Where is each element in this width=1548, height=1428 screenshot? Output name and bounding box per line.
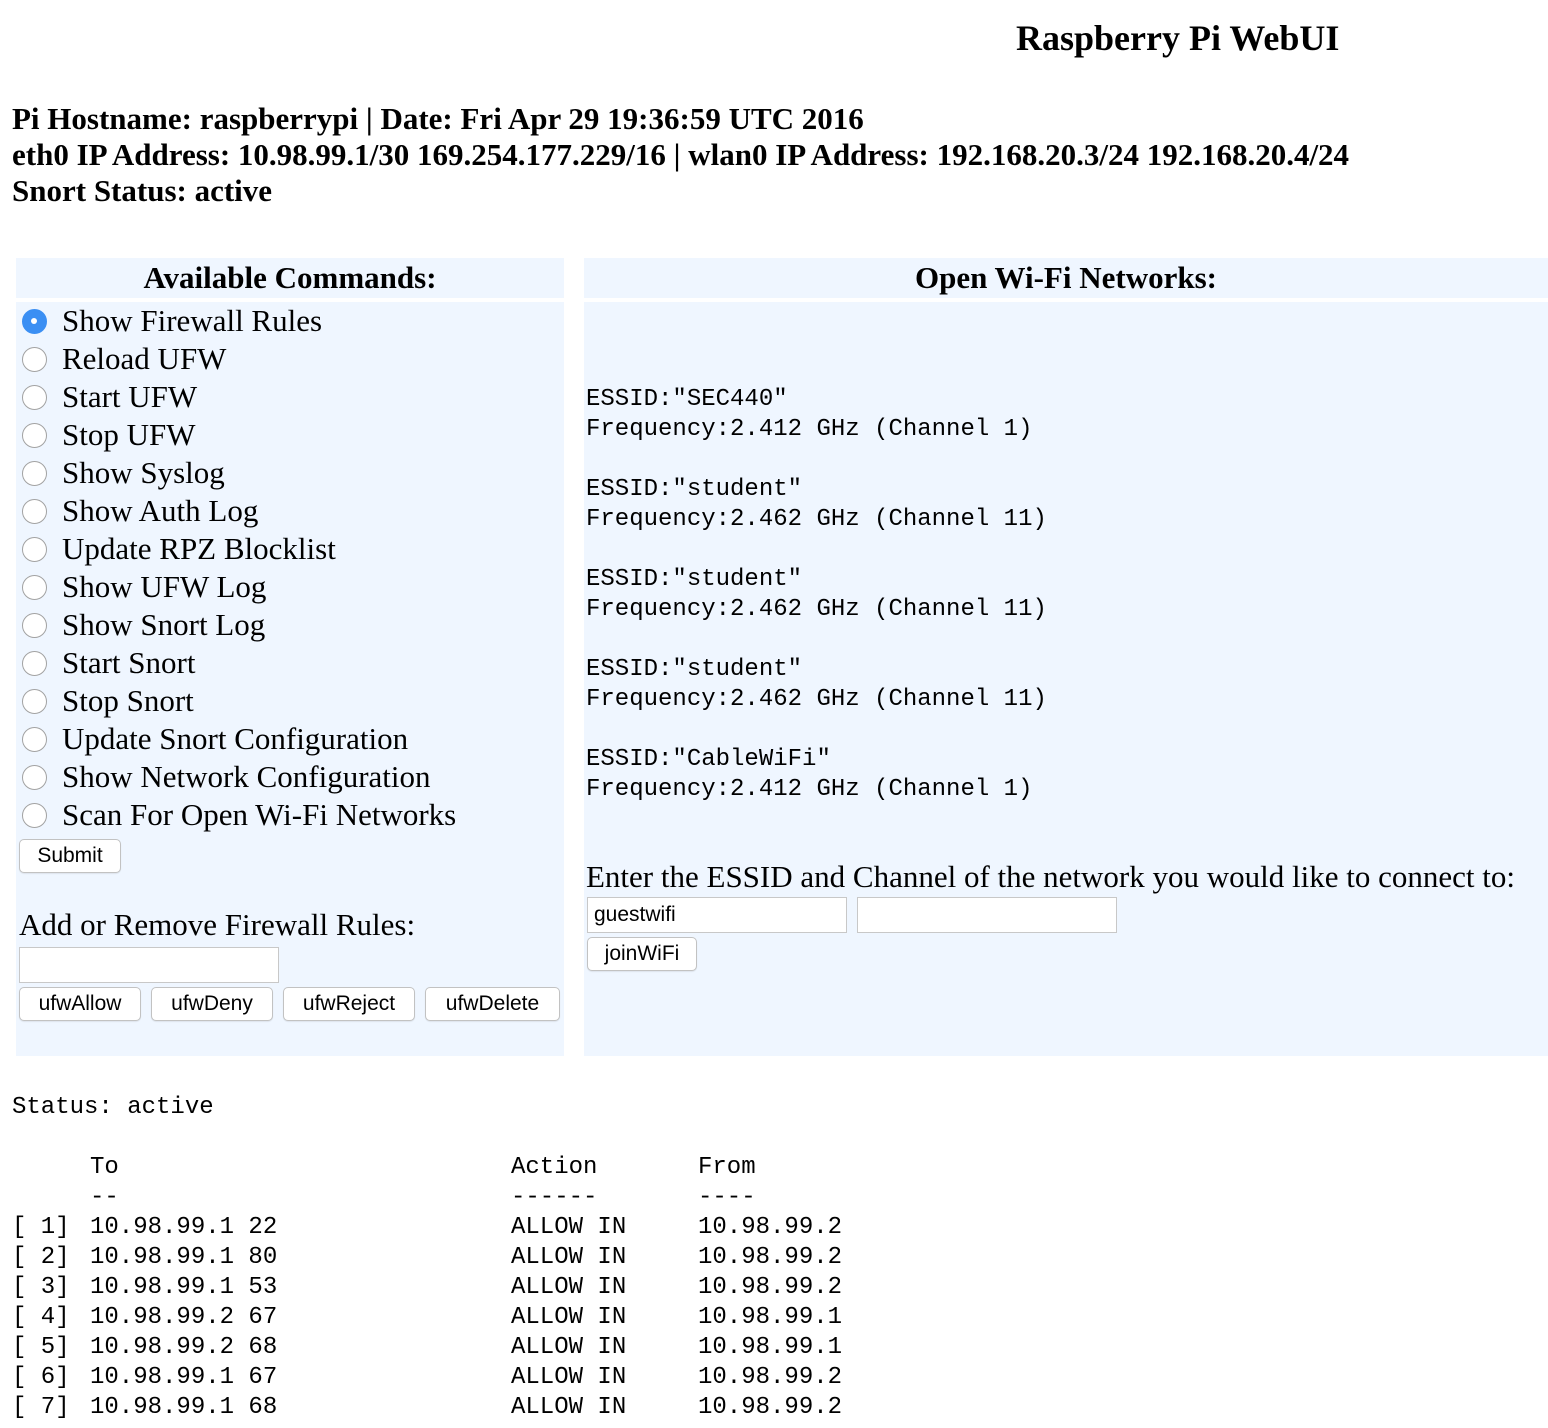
rule-action: ALLOW IN (511, 1364, 627, 1391)
connect-prompt: Enter the ESSID and Channel of the network you would like to connect to: (586, 859, 1515, 894)
wifi-frequency: Frequency:2.462 GHz (Channel 11) (586, 506, 1047, 533)
command-label[interactable]: Show Snort Log (62, 607, 266, 642)
wifi-heading: Open Wi-Fi Networks: (584, 258, 1548, 302)
wifi-frequency: Frequency:2.462 GHz (Channel 11) (586, 686, 1047, 713)
wifi-frequency: Frequency:2.412 GHz (Channel 1) (586, 776, 1033, 803)
command-radio[interactable] (22, 423, 47, 448)
command-radio[interactable] (22, 575, 47, 600)
rule-to: 10.98.99.1 67 (90, 1364, 278, 1391)
rule-num: [ 5] (12, 1334, 70, 1361)
rule-num: [ 6] (12, 1364, 70, 1391)
command-label[interactable]: Stop UFW (62, 417, 196, 452)
ufw-allow-button[interactable]: ufwAllow (19, 987, 141, 1021)
rule-to: 10.98.99.1 53 (90, 1274, 278, 1301)
rule-action: ALLOW IN (511, 1274, 627, 1301)
col-header-to: To (90, 1154, 119, 1181)
hostname-date-line: Pi Hostname: raspberrypi | Date: Fri Apr 29 19:36:59 UTC 2016 (12, 101, 864, 136)
rule-num: [ 4] (12, 1304, 70, 1331)
command-option[interactable] (22, 568, 266, 606)
command-option[interactable] (22, 416, 196, 454)
rule-from: 10.98.99.2 (698, 1244, 843, 1271)
wifi-essid: ESSID:"student" (586, 476, 803, 503)
command-option[interactable] (22, 682, 194, 720)
commands-panel (16, 258, 564, 1056)
rule-action: ALLOW IN (511, 1304, 627, 1331)
command-radio[interactable] (22, 537, 47, 562)
rule-to: 10.98.99.2 67 (90, 1304, 278, 1331)
col-underline-action: ------ (511, 1184, 598, 1211)
col-underline-from: ---- (698, 1184, 756, 1211)
essid-input[interactable]: guestwifi (587, 897, 847, 933)
rule-to: 10.98.99.1 80 (90, 1244, 278, 1271)
command-radio[interactable] (22, 727, 47, 752)
wifi-frequency: Frequency:2.462 GHz (Channel 11) (586, 596, 1047, 623)
rule-to: 10.98.99.1 22 (90, 1214, 278, 1241)
firewall-form-label: Add or Remove Firewall Rules: (19, 907, 416, 942)
snort-status-line: Snort Status: active (12, 173, 273, 208)
firewall-rule-input[interactable] (19, 947, 279, 983)
command-option[interactable] (22, 302, 322, 340)
command-label[interactable]: Show UFW Log (62, 569, 267, 604)
command-option[interactable] (22, 796, 456, 834)
command-radio[interactable] (22, 689, 47, 714)
command-option[interactable] (22, 720, 408, 758)
command-option[interactable] (22, 340, 226, 378)
command-radio[interactable] (22, 461, 47, 486)
join-wifi-button[interactable]: joinWiFi (587, 937, 697, 971)
ip-address-line: eth0 IP Address: 10.98.99.1/30 169.254.177.229/16 | wlan0 IP Address: 192.168.20.3/24 192.168.20.4/24 (12, 137, 1350, 172)
wifi-frequency: Frequency:2.412 GHz (Channel 1) (586, 416, 1033, 443)
rule-num: [ 2] (12, 1244, 70, 1271)
wifi-essid: ESSID:"student" (586, 656, 803, 683)
page-title: Raspberry Pi WebUI (1016, 18, 1340, 58)
command-label[interactable]: Start UFW (62, 379, 198, 414)
command-radio[interactable] (22, 765, 47, 790)
output-status: Status: active (12, 1094, 214, 1121)
wifi-panel (584, 258, 1548, 1056)
command-radio[interactable] (22, 651, 47, 676)
command-option[interactable] (22, 378, 197, 416)
wifi-essid: ESSID:"CableWiFi" (586, 746, 831, 773)
rule-from: 10.98.99.1 (698, 1304, 843, 1331)
rule-from: 10.98.99.2 (698, 1364, 843, 1391)
command-option[interactable] (22, 530, 336, 568)
rule-from: 10.98.99.2 (698, 1394, 843, 1421)
rule-from: 10.98.99.2 (698, 1274, 843, 1301)
command-label[interactable]: Show Syslog (62, 455, 225, 490)
command-option[interactable] (22, 758, 431, 796)
col-header-from: From (698, 1154, 756, 1181)
command-label[interactable]: Show Auth Log (62, 493, 259, 528)
channel-input[interactable] (857, 897, 1117, 933)
rule-from: 10.98.99.2 (698, 1214, 843, 1241)
command-label[interactable]: Stop Snort (62, 683, 194, 718)
command-radio[interactable] (22, 385, 47, 410)
command-label[interactable]: Start Snort (62, 645, 196, 680)
command-radio[interactable] (22, 613, 47, 638)
command-option[interactable] (22, 454, 225, 492)
rule-action: ALLOW IN (511, 1394, 627, 1421)
col-header-action: Action (511, 1154, 598, 1181)
command-label[interactable]: Reload UFW (62, 341, 227, 376)
command-label[interactable]: Update RPZ Blocklist (62, 531, 336, 566)
rule-num: [ 1] (12, 1214, 70, 1241)
command-option[interactable] (22, 606, 265, 644)
wifi-essid: ESSID:"student" (586, 566, 803, 593)
submit-button[interactable]: Submit (19, 839, 121, 873)
ufw-reject-button[interactable]: ufwReject (283, 987, 415, 1021)
rule-to: 10.98.99.2 68 (90, 1334, 278, 1361)
rule-num: [ 7] (12, 1394, 70, 1421)
command-radio[interactable] (22, 499, 47, 524)
rule-to: 10.98.99.1 68 (90, 1394, 278, 1421)
command-label[interactable]: Scan For Open Wi-Fi Networks (62, 797, 457, 832)
rule-from: 10.98.99.1 (698, 1334, 843, 1361)
command-label[interactable]: Show Network Configuration (62, 759, 431, 794)
col-underline-to: -- (90, 1184, 119, 1211)
ufw-deny-button[interactable]: ufwDeny (151, 987, 273, 1021)
command-radio[interactable] (22, 309, 47, 334)
command-label[interactable]: Update Snort Configuration (62, 721, 409, 756)
command-radio[interactable] (22, 347, 47, 372)
rule-action: ALLOW IN (511, 1214, 627, 1241)
ufw-delete-button[interactable]: ufwDelete (425, 987, 560, 1021)
command-label[interactable]: Show Firewall Rules (62, 303, 323, 338)
commands-heading: Available Commands: (16, 258, 564, 302)
rule-num: [ 3] (12, 1274, 70, 1301)
command-option[interactable] (22, 644, 195, 682)
rule-action: ALLOW IN (511, 1244, 627, 1271)
rule-action: ALLOW IN (511, 1334, 627, 1361)
wifi-essid: ESSID:"SEC440" (586, 386, 788, 413)
command-option[interactable] (22, 492, 258, 530)
command-radio[interactable] (22, 803, 47, 828)
